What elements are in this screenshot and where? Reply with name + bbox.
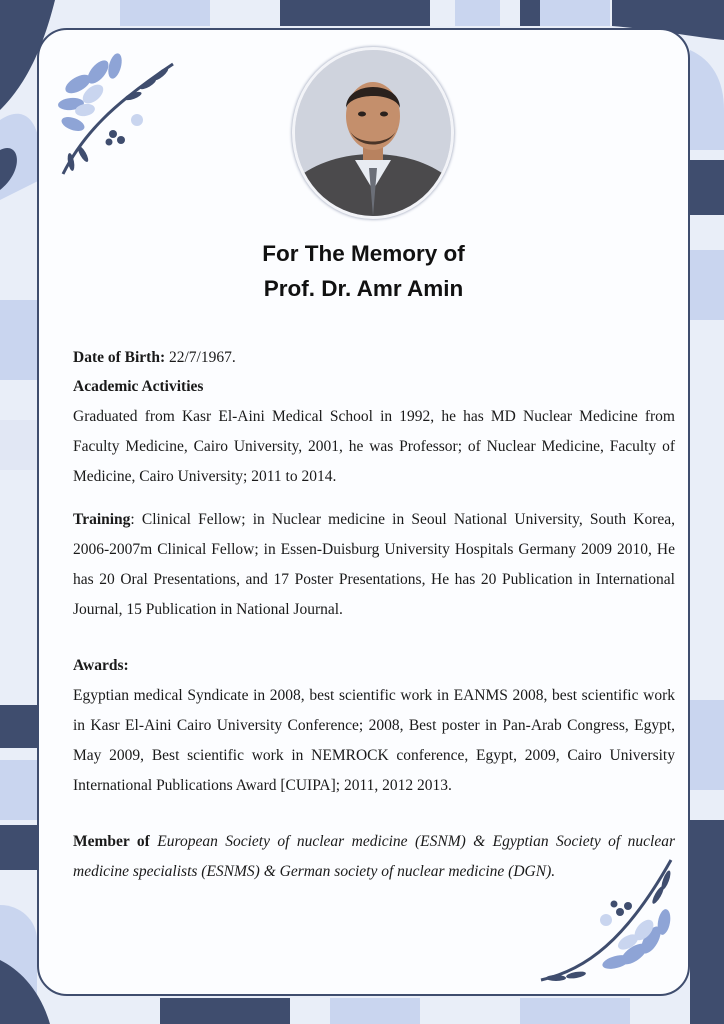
title-line-1: For The Memory of [262, 241, 465, 266]
awards-text: Egyptian medical Syndicate in 2008, best scientific work in EANMS 2008, best scientific work in Kasr El-Aini Cairo University Conference; 2008, Best poster in Pan-Arab Congress, Egypt, May 2009, Best scientific work in NEMROCK conference, Egypt, 2009, Cairo University International Publications Award [CUIPA]; 2011, 2012 2013. [73, 687, 675, 794]
academic-heading: Academic Activities [73, 378, 204, 395]
birth-section [73, 343, 675, 373]
academic-section [73, 372, 675, 492]
birth-label: Date of Birth: [73, 349, 166, 366]
portrait-photo [292, 47, 454, 219]
floral-ornament-top-left [53, 44, 193, 184]
awards-heading: Awards: [73, 657, 129, 674]
member-label: Member of [73, 833, 150, 850]
floral-ornament-bottom-right [536, 850, 681, 990]
memorial-card [37, 28, 690, 996]
academic-text: Graduated from Kasr El-Aini Medical School in 1992, he has MD Nuclear Medicine from Faculty Medicine, Cairo University, 2001, he was Professor; of Nuclear Medicine, Faculty of Medicine, Cairo University; 2011 to 2014. [73, 408, 675, 485]
training-label: Training [73, 511, 131, 528]
awards-section [73, 651, 675, 801]
birth-value: 22/7/1967. [169, 349, 236, 366]
portrait-illustration [295, 50, 451, 216]
member-text: European Society of nuclear medicine (ESNM) & Egyptian Society of nuclear medicine specialists (ESNMS) & German society of nuclear medicine (DGN). [73, 833, 675, 880]
training-section [73, 505, 675, 625]
training-text: : Clinical Fellow; in Nuclear medicine in Seoul National University, South Korea, 2006-2007m Clinical Fellow; in Essen-Duisburg University Hospitals Germany 2009 2010, He has 20 Oral Presentations, and 17 Poster Presentations, He has 20 Publication in International Journal, 15 Publication in National Journal. [73, 511, 675, 618]
title-line-2: Prof. Dr. Amr Amin [263, 276, 464, 301]
